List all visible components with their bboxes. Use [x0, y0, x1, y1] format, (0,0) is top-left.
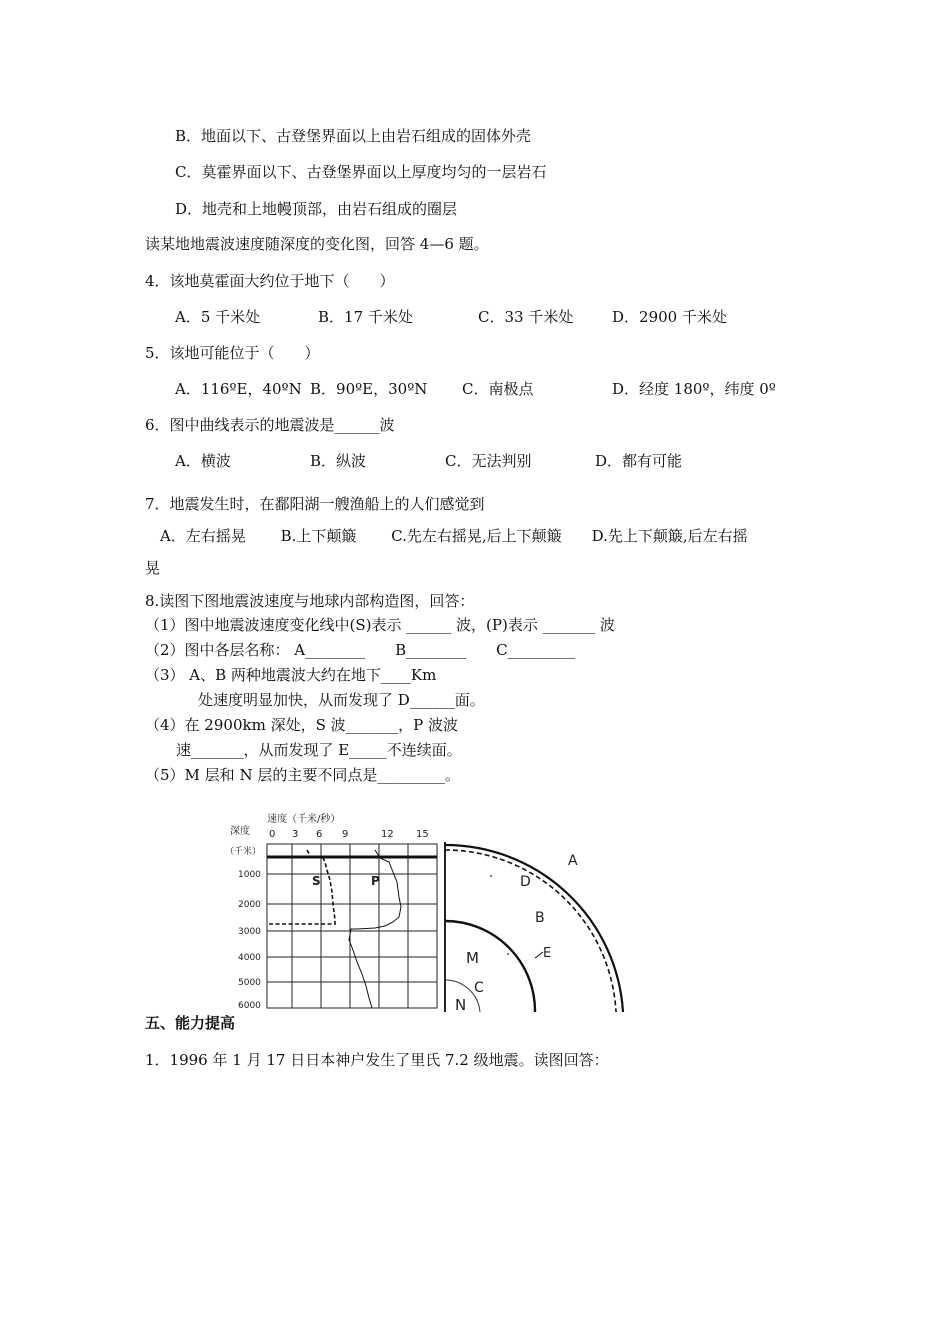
chart-depth-tick-3000: 3000 [238, 927, 261, 937]
layer-label-d: D [520, 874, 531, 890]
chart-speed-label: 速度（千米/秒） [267, 814, 341, 825]
option-d-crust: D．地壳和上地幔顶部，由岩石组成的圈层 [175, 200, 458, 218]
earth-structure-diagram [435, 812, 650, 1012]
chart-depth-tick-4000: 4000 [238, 953, 261, 963]
layer-label-a: A [568, 853, 578, 869]
q8-part2: （2）图中各层名称： A________ B________ C_________ [145, 641, 576, 659]
intro-text: 读某地地震波速度随深度的变化图，回答 4—6 题。 [145, 235, 489, 253]
q6-option-d: D．都有可能 [595, 452, 683, 470]
chart-depth-tick-5000: 5000 [238, 978, 261, 988]
s-wave-label: S [312, 874, 321, 888]
q4-option-c: C．33 千米处 [478, 308, 574, 326]
chart-speed-tick-15: 15 [416, 829, 429, 840]
q4-stem: 4．该地莫霍面大约位于地下（ ） [145, 272, 395, 290]
q5-option-b: B．90ºE，30ºN [310, 380, 428, 398]
chart-speed-tick-9: 9 [342, 829, 349, 840]
q5-option-d: D．经度 180º，纬度 0º [612, 380, 776, 398]
q8-stem: 8.读图下图地震波速度与地球内部构造图，回答： [145, 592, 475, 610]
q7-options: A．左右摇晃 B.上下颠簸 C.先左右摇晃,后上下颠簸 D.先上下颠簸,后左右摇 [160, 527, 748, 545]
q8-part3: （3） A、B 两种地震波大约在地下____Km [145, 666, 437, 684]
q8-part4-cont: 速_______，从而发现了 E_____不连续面。 [176, 741, 462, 759]
chart-speed-tick-3: 3 [292, 829, 299, 840]
chart-depth-tick-1000: 1000 [238, 870, 261, 880]
chart-depth-tick-2000: 2000 [238, 900, 261, 910]
q6-option-c: C．无法判别 [445, 452, 532, 470]
layer-label-m: M [466, 949, 479, 967]
chart-depth-unit: （千米） [225, 847, 262, 857]
q7-options-wrap: 晃 [145, 559, 161, 577]
q6-stem: 6．图中曲线表示的地震波是______波 [145, 416, 395, 434]
q5-option-a: A．116ºE，40ºN [175, 380, 302, 398]
p-wave-label: P [371, 874, 380, 888]
section5-q1: 1．1996 年 1 月 17 日日本神户发生了里氏 7.2 级地震。读图回答： [145, 1051, 609, 1069]
chart-speed-tick-0: 0 [269, 829, 276, 840]
q4-option-a: A．5 千米处 [175, 308, 261, 326]
q4-option-b: B．17 千米处 [318, 308, 413, 326]
q7-stem: 7．地震发生时，在鄱阳湖一艘渔船上的人们感觉到 [145, 495, 485, 513]
chart-depth-label: 深度 [230, 826, 250, 837]
chart-speed-tick-6: 6 [316, 829, 323, 840]
s-wave-curve [267, 850, 335, 924]
chart-depth-tick-6000: 6000 [238, 1001, 261, 1011]
seismic-speed-chart [225, 812, 440, 1012]
q8-part5: （5）M 层和 N 层的主要不同点是_________。 [145, 766, 460, 784]
layer-label-b: B [535, 910, 545, 926]
layer-label-e: E [543, 946, 552, 961]
section-heading: 五、能力提高 [145, 1014, 236, 1032]
option-c-crust: C．莫霍界面以下、古登堡界面以上厚度均匀的一层岩石 [175, 163, 547, 181]
q6-option-b: B．纵波 [310, 452, 367, 470]
q8-part3-cont: 处速度明显加快，从而发现了 D______面。 [198, 691, 485, 709]
q8-part1: （1）图中地震波速度变化线中(S)表示 ______ 波，(P)表示 _______ 波 [145, 616, 615, 634]
q6-option-a: A．横波 [175, 452, 231, 470]
q5-option-c: C．南极点 [462, 380, 534, 398]
q8-part4: （4）在 2900km 深处，S 波_______，P 波波 [145, 716, 458, 734]
option-b-crust: B．地面以下、古登堡界面以上由岩石组成的固体外壳 [175, 127, 532, 145]
q5-stem: 5．该地可能位于（ ） [145, 344, 320, 362]
layer-label-n: N [455, 996, 467, 1012]
layer-label-c: C [474, 980, 484, 996]
q4-option-d: D．2900 千米处 [612, 308, 727, 326]
chart-speed-tick-12: 12 [381, 829, 394, 840]
